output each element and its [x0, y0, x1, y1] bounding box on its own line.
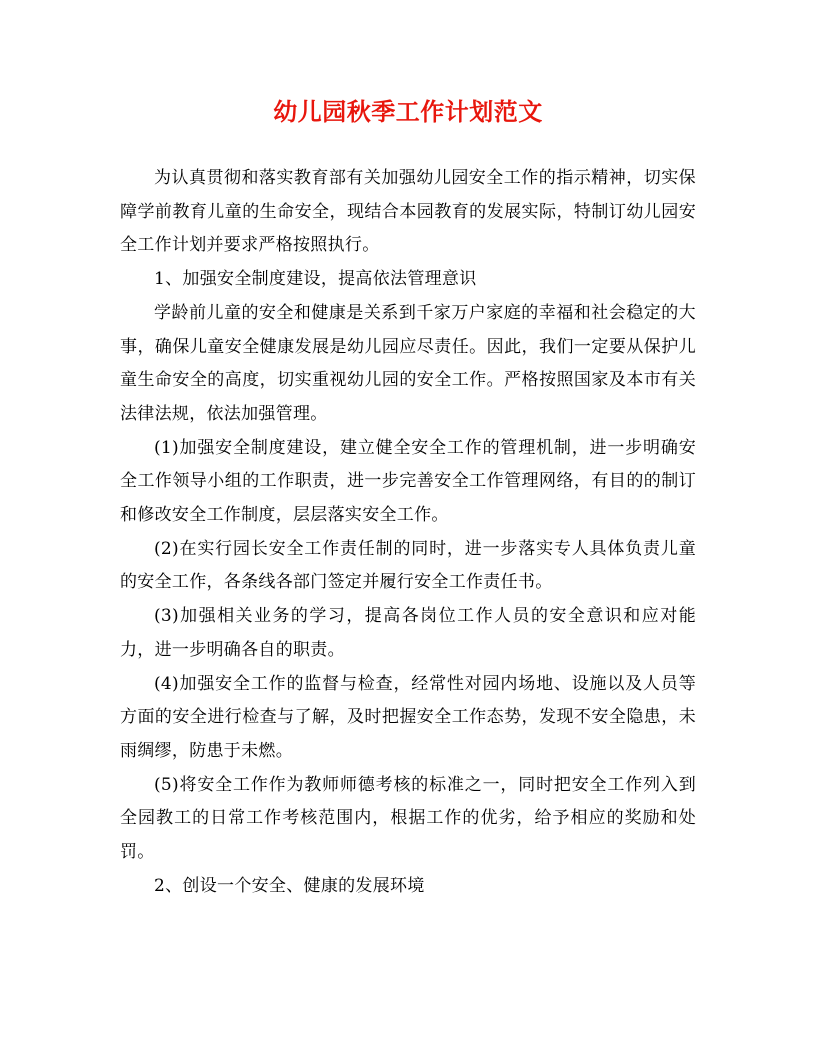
list-item-1: (1)加强安全制度建设，建立健全安全工作的管理机制，进一步明确安全工作领导小组的工作职责，进一步完善安全工作管理网络，有目的的制订和修改安全工作制度，层层落实安全工作。 — [120, 437, 696, 526]
section-heading-1: 1、加强安全制度建设，提高依法管理意识 — [154, 269, 477, 290]
list-item-2: (2)在实行园长安全工作责任制的同时，进一步落实专人具体负责儿童的安全工作，各条线各部门签定并履行安全工作责任书。 — [120, 538, 696, 593]
list-item-4: (4)加强安全工作的监督与检查，经常性对园内场地、设施以及人员等方面的安全进行检查与了解，及时把握安全工作态势，发现不安全隐患，未雨绸缪，防患于未燃。 — [120, 673, 696, 761]
section-1-paragraph: 学龄前儿童的安全和健康是关系到千家万户家庭的幸福和社会稳定的大事，确保儿童安全健康发展是幼儿园应尽责任。因此，我们一定要从保护儿童生命安全的高度，切实重视幼儿园的安全工作。严格按照国家及本市有关法律法规，依法加强管理。 — [120, 302, 696, 424]
list-item-3: (3)加强相关业务的学习，提高各岗位工作人员的安全意识和应对能力，进一步明确各自的职责。 — [120, 606, 696, 660]
document-body — [120, 162, 696, 903]
list-item-5: (5)将安全工作作为教师师德考核的标准之一，同时把安全工作列入到全园教工的日常工作考核范围内，根据工作的优劣，给予相应的奖励和处罚。 — [120, 774, 696, 863]
document-title: 幼儿园秋季工作计划范文 — [273, 97, 543, 126]
intro-paragraph: 为认真贯彻和落实教育部有关加强幼儿园安全工作的指示精神，切实保障学前教育儿童的生命安全，现结合本园教育的发展实际，特制订幼儿园安全工作计划并要求严格按照执行。 — [120, 168, 696, 256]
section-heading-2: 2、创设一个安全、健康的发展环境 — [154, 875, 425, 896]
